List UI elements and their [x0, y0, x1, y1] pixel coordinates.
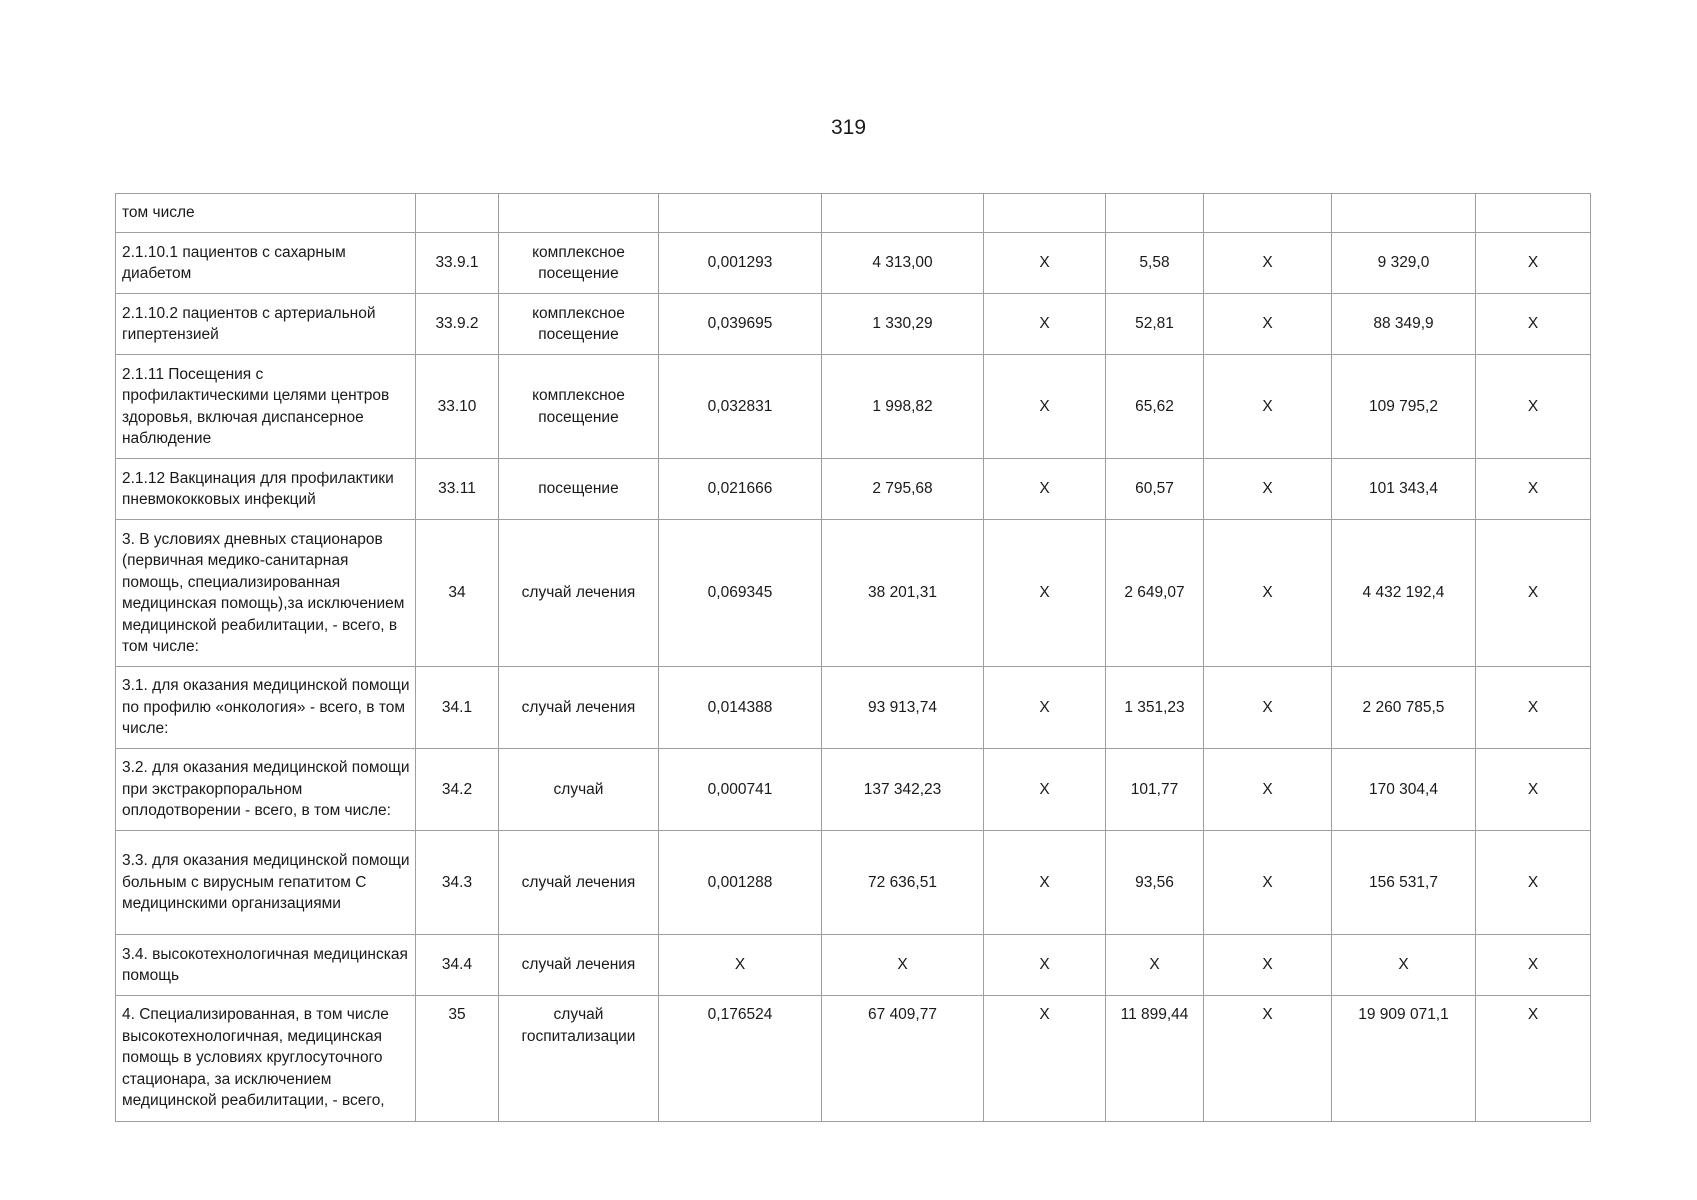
value-cell: X — [1204, 831, 1332, 935]
value-cell: X — [1204, 459, 1332, 520]
value-cell: X — [1106, 935, 1204, 996]
value-cell: X — [1204, 355, 1332, 459]
row-name-cell: 3.4. высокотехнологичная медицинская помощь — [116, 935, 416, 996]
unit-cell: случай лечения — [499, 667, 659, 749]
value-cell: 93 913,74 — [822, 667, 984, 749]
value-cell: 38 201,31 — [822, 520, 984, 667]
value-cell: 52,81 — [1106, 294, 1204, 355]
value-cell: 60,57 — [1106, 459, 1204, 520]
unit-cell — [499, 194, 659, 233]
value-cell — [984, 194, 1106, 233]
value-cell: 101 343,4 — [1332, 459, 1476, 520]
value-cell: 4 432 192,4 — [1332, 520, 1476, 667]
value-cell: X — [1204, 520, 1332, 667]
value-cell: X — [1476, 667, 1591, 749]
value-cell: 67 409,77 — [822, 996, 984, 1122]
code-cell: 34.2 — [416, 749, 499, 831]
value-cell: X — [1204, 935, 1332, 996]
code-cell: 33.11 — [416, 459, 499, 520]
value-cell: 1 330,29 — [822, 294, 984, 355]
code-cell — [416, 194, 499, 233]
table-row — [116, 294, 1591, 355]
code-cell: 35 — [416, 996, 499, 1122]
value-cell: X — [1476, 996, 1591, 1122]
unit-cell: комплексное посещение — [499, 355, 659, 459]
unit-cell: случай — [499, 749, 659, 831]
value-cell: X — [984, 935, 1106, 996]
value-cell: 0,032831 — [659, 355, 822, 459]
value-cell — [1332, 194, 1476, 233]
code-cell: 33.9.2 — [416, 294, 499, 355]
value-cell: 0,069345 — [659, 520, 822, 667]
unit-cell: случай лечения — [499, 520, 659, 667]
value-cell: X — [984, 831, 1106, 935]
value-cell: X — [984, 459, 1106, 520]
value-cell: 9 329,0 — [1332, 233, 1476, 294]
value-cell: 11 899,44 — [1106, 996, 1204, 1122]
row-name-cell: 4. Специализированная, в том числе высокотехнологичная, медицинская помощь в условиях круглосуточного стационара, за исключением медицинской реабилитации, - всего, — [116, 996, 416, 1122]
value-cell: 2 795,68 — [822, 459, 984, 520]
table-row — [116, 355, 1591, 459]
value-cell: 88 349,9 — [1332, 294, 1476, 355]
value-cell: 156 531,7 — [1332, 831, 1476, 935]
row-name-cell: 3.1. для оказания медицинской помощи по профилю «онкология» - всего, в том числе: — [116, 667, 416, 749]
unit-cell: комплексное посещение — [499, 233, 659, 294]
value-cell: X — [1476, 459, 1591, 520]
value-cell: 2 649,07 — [1106, 520, 1204, 667]
code-cell: 34.1 — [416, 667, 499, 749]
value-cell: 4 313,00 — [822, 233, 984, 294]
row-name-cell: 2.1.11 Посещения с профилактическими целями центров здоровья, включая диспансерное наблюдение — [116, 355, 416, 459]
value-cell: X — [984, 667, 1106, 749]
value-cell: X — [1476, 749, 1591, 831]
value-cell: 0,000741 — [659, 749, 822, 831]
value-cell: X — [1476, 935, 1591, 996]
value-cell: X — [1476, 355, 1591, 459]
report-table — [115, 193, 1591, 1122]
value-cell: X — [659, 935, 822, 996]
row-name-cell: том числе — [116, 194, 416, 233]
unit-cell: случай лечения — [499, 935, 659, 996]
value-cell: 0,176524 — [659, 996, 822, 1122]
value-cell: 93,56 — [1106, 831, 1204, 935]
value-cell: X — [984, 294, 1106, 355]
table-row — [116, 667, 1591, 749]
value-cell: 109 795,2 — [1332, 355, 1476, 459]
value-cell: X — [984, 749, 1106, 831]
page-number: 319 — [830, 116, 867, 139]
code-cell: 34 — [416, 520, 499, 667]
table-row — [116, 520, 1591, 667]
value-cell: X — [1332, 935, 1476, 996]
value-cell: X — [984, 233, 1106, 294]
table-row — [116, 194, 1591, 233]
value-cell — [822, 194, 984, 233]
unit-cell: случай госпитализации — [499, 996, 659, 1122]
code-cell: 33.9.1 — [416, 233, 499, 294]
value-cell: X — [1476, 520, 1591, 667]
value-cell: X — [984, 996, 1106, 1122]
value-cell — [659, 194, 822, 233]
row-name-cell: 3.2. для оказания медицинской помощи при экстракорпоральном оплодотворении - всего, в том числе: — [116, 749, 416, 831]
unit-cell: комплексное посещение — [499, 294, 659, 355]
row-name-cell: 2.1.10.2 пациентов с артериальной гипертензией — [116, 294, 416, 355]
unit-cell: посещение — [499, 459, 659, 520]
value-cell: X — [1204, 294, 1332, 355]
value-cell: 0,001293 — [659, 233, 822, 294]
table-row — [116, 749, 1591, 831]
value-cell: X — [1204, 667, 1332, 749]
value-cell: X — [1204, 233, 1332, 294]
value-cell: 72 636,51 — [822, 831, 984, 935]
value-cell — [1204, 194, 1332, 233]
value-cell: 2 260 785,5 — [1332, 667, 1476, 749]
value-cell: 137 342,23 — [822, 749, 984, 831]
value-cell: 19 909 071,1 — [1332, 996, 1476, 1122]
value-cell: X — [1204, 996, 1332, 1122]
value-cell: X — [984, 520, 1106, 667]
value-cell: 0,021666 — [659, 459, 822, 520]
value-cell — [1476, 194, 1591, 233]
row-name-cell: 3. В условиях дневных стационаров (первичная медико-санитарная помощь, специализированная медицинская помощь),за исключением медицинской реабилитации, - всего, в том числе: — [116, 520, 416, 667]
table-row — [116, 831, 1591, 935]
row-name-cell: 3.3. для оказания медицинской помощи больным с вирусным гепатитом С медицинскими организациями — [116, 831, 416, 935]
table-row — [116, 459, 1591, 520]
value-cell: 0,001288 — [659, 831, 822, 935]
value-cell: 0,014388 — [659, 667, 822, 749]
value-cell: 65,62 — [1106, 355, 1204, 459]
code-cell: 33.10 — [416, 355, 499, 459]
table-row — [116, 996, 1591, 1122]
value-cell: X — [1204, 749, 1332, 831]
code-cell: 34.4 — [416, 935, 499, 996]
value-cell: X — [1476, 233, 1591, 294]
value-cell: X — [1476, 831, 1591, 935]
code-cell: 34.3 — [416, 831, 499, 935]
value-cell: 5,58 — [1106, 233, 1204, 294]
value-cell: X — [1476, 294, 1591, 355]
value-cell: X — [822, 935, 984, 996]
value-cell: 101,77 — [1106, 749, 1204, 831]
row-name-cell: 2.1.12 Вакцинация для профилактики пневмококковых инфекций — [116, 459, 416, 520]
value-cell — [1106, 194, 1204, 233]
value-cell: X — [984, 355, 1106, 459]
unit-cell: случай лечения — [499, 831, 659, 935]
value-cell: 170 304,4 — [1332, 749, 1476, 831]
value-cell: 1 351,23 — [1106, 667, 1204, 749]
value-cell: 1 998,82 — [822, 355, 984, 459]
table-row — [116, 935, 1591, 996]
table-row — [116, 233, 1591, 294]
row-name-cell: 2.1.10.1 пациентов с сахарным диабетом — [116, 233, 416, 294]
value-cell: 0,039695 — [659, 294, 822, 355]
